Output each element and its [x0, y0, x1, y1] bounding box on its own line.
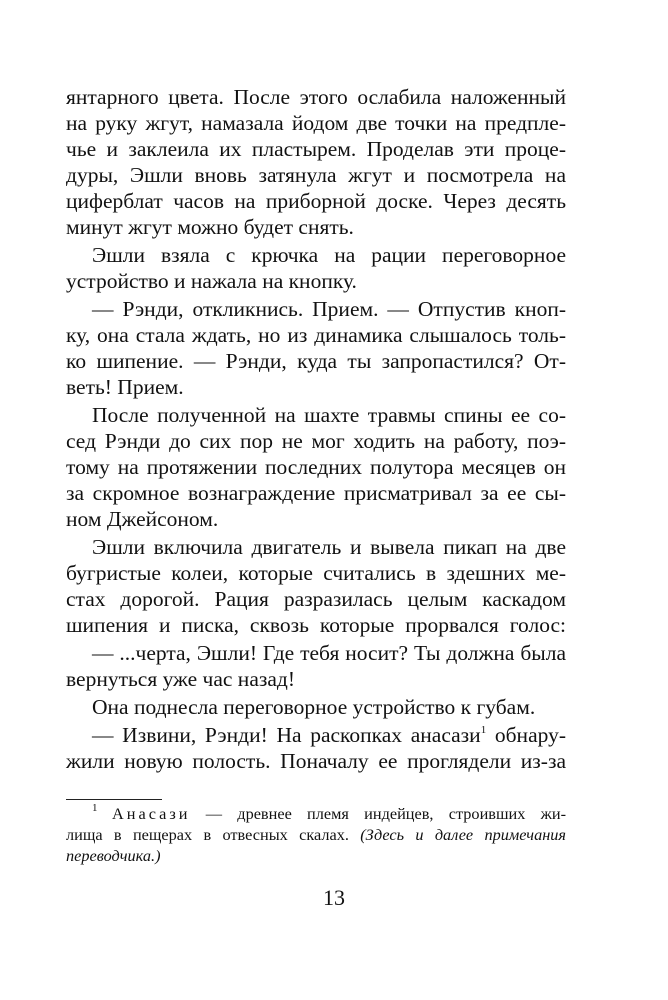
- text-line: ном Джейсоном.: [66, 507, 219, 531]
- text-line: сед Рэнди до сих пор не мог ходить на работу, поэ-: [66, 429, 566, 453]
- text-line: на руку жгут, намазала йодом две точки на предпле-: [66, 111, 566, 135]
- footnote-line: [66, 825, 566, 845]
- text-line: шипения и писка, сквозь которые прорвался голос:: [66, 613, 566, 637]
- text-line: тому на протяжении последних полутора месяцев он: [66, 455, 566, 479]
- text-fragment: — Извини, Рэнди! На раскопках анасази: [92, 723, 481, 747]
- text-line: дуры, Эшли вновь затянула жгут и посмотрела на: [66, 163, 566, 187]
- text-line: ку, она стала ждать, но из динамика слышалось толь-: [66, 323, 566, 347]
- footnote-note: переводчика.): [66, 846, 161, 865]
- text-line: После полученной на шахте травмы спины ее со-: [92, 403, 566, 427]
- text-line: — Рэнди, откликнись. Прием. — Отпустив кноп-: [92, 297, 566, 321]
- footnote-text: лища в пещерах в отвесных скалах.: [66, 825, 361, 844]
- text-line: устройство и нажала на кнопку.: [66, 269, 357, 293]
- page-number: 13: [323, 885, 345, 910]
- footnote-term: Анасази: [112, 804, 191, 823]
- text-line: за скромное вознаграждение присматривал за ее сы-: [66, 481, 566, 505]
- footnote-reference: 1: [480, 723, 487, 736]
- footnote-line: [112, 804, 566, 824]
- footnote-mark: 1: [92, 802, 98, 814]
- text-line: янтарного цвета. После этого ослабила наложенный: [66, 85, 566, 109]
- text-line: вернуться уже час назад!: [66, 667, 295, 691]
- text-fragment: обнару-: [486, 723, 566, 747]
- footnote-divider: [66, 799, 162, 800]
- text-line: минут жгут можно будет снять.: [66, 215, 354, 239]
- text-line: Эшли взяла с крючка на рации переговорное: [92, 243, 566, 267]
- text-line: стах дорогой. Рация разразилась целым каскадом: [66, 587, 566, 611]
- text-line: Она поднесла переговорное устройство к губам.: [92, 695, 536, 719]
- footnote-note: (Здесь и далее примечания: [360, 825, 566, 844]
- footnote-text: — древнее племя индейцев, строивших жи-: [190, 804, 566, 823]
- text-line: циферблат часов на приборной доске. Через десять: [66, 189, 566, 213]
- footnote-line: [66, 846, 566, 866]
- text-line: бугристые колеи, которые считались в здешних ме-: [66, 561, 566, 585]
- text-line: ко шипение. — Рэнди, куда ты запропастился? От-: [66, 349, 566, 373]
- text-line: веть! Прием.: [66, 375, 184, 399]
- text-line: жили новую полость. Поначалу ее проглядели из-за: [66, 749, 566, 773]
- text-line: Эшли включила двигатель и вывела пикап на две: [92, 535, 566, 559]
- text-line: чье и заклеила их пластырем. Проделав эти проце-: [66, 137, 566, 161]
- text-line: [92, 722, 566, 748]
- text-line: — ...черта, Эшли! Где тебя носит? Ты должна была: [92, 641, 566, 665]
